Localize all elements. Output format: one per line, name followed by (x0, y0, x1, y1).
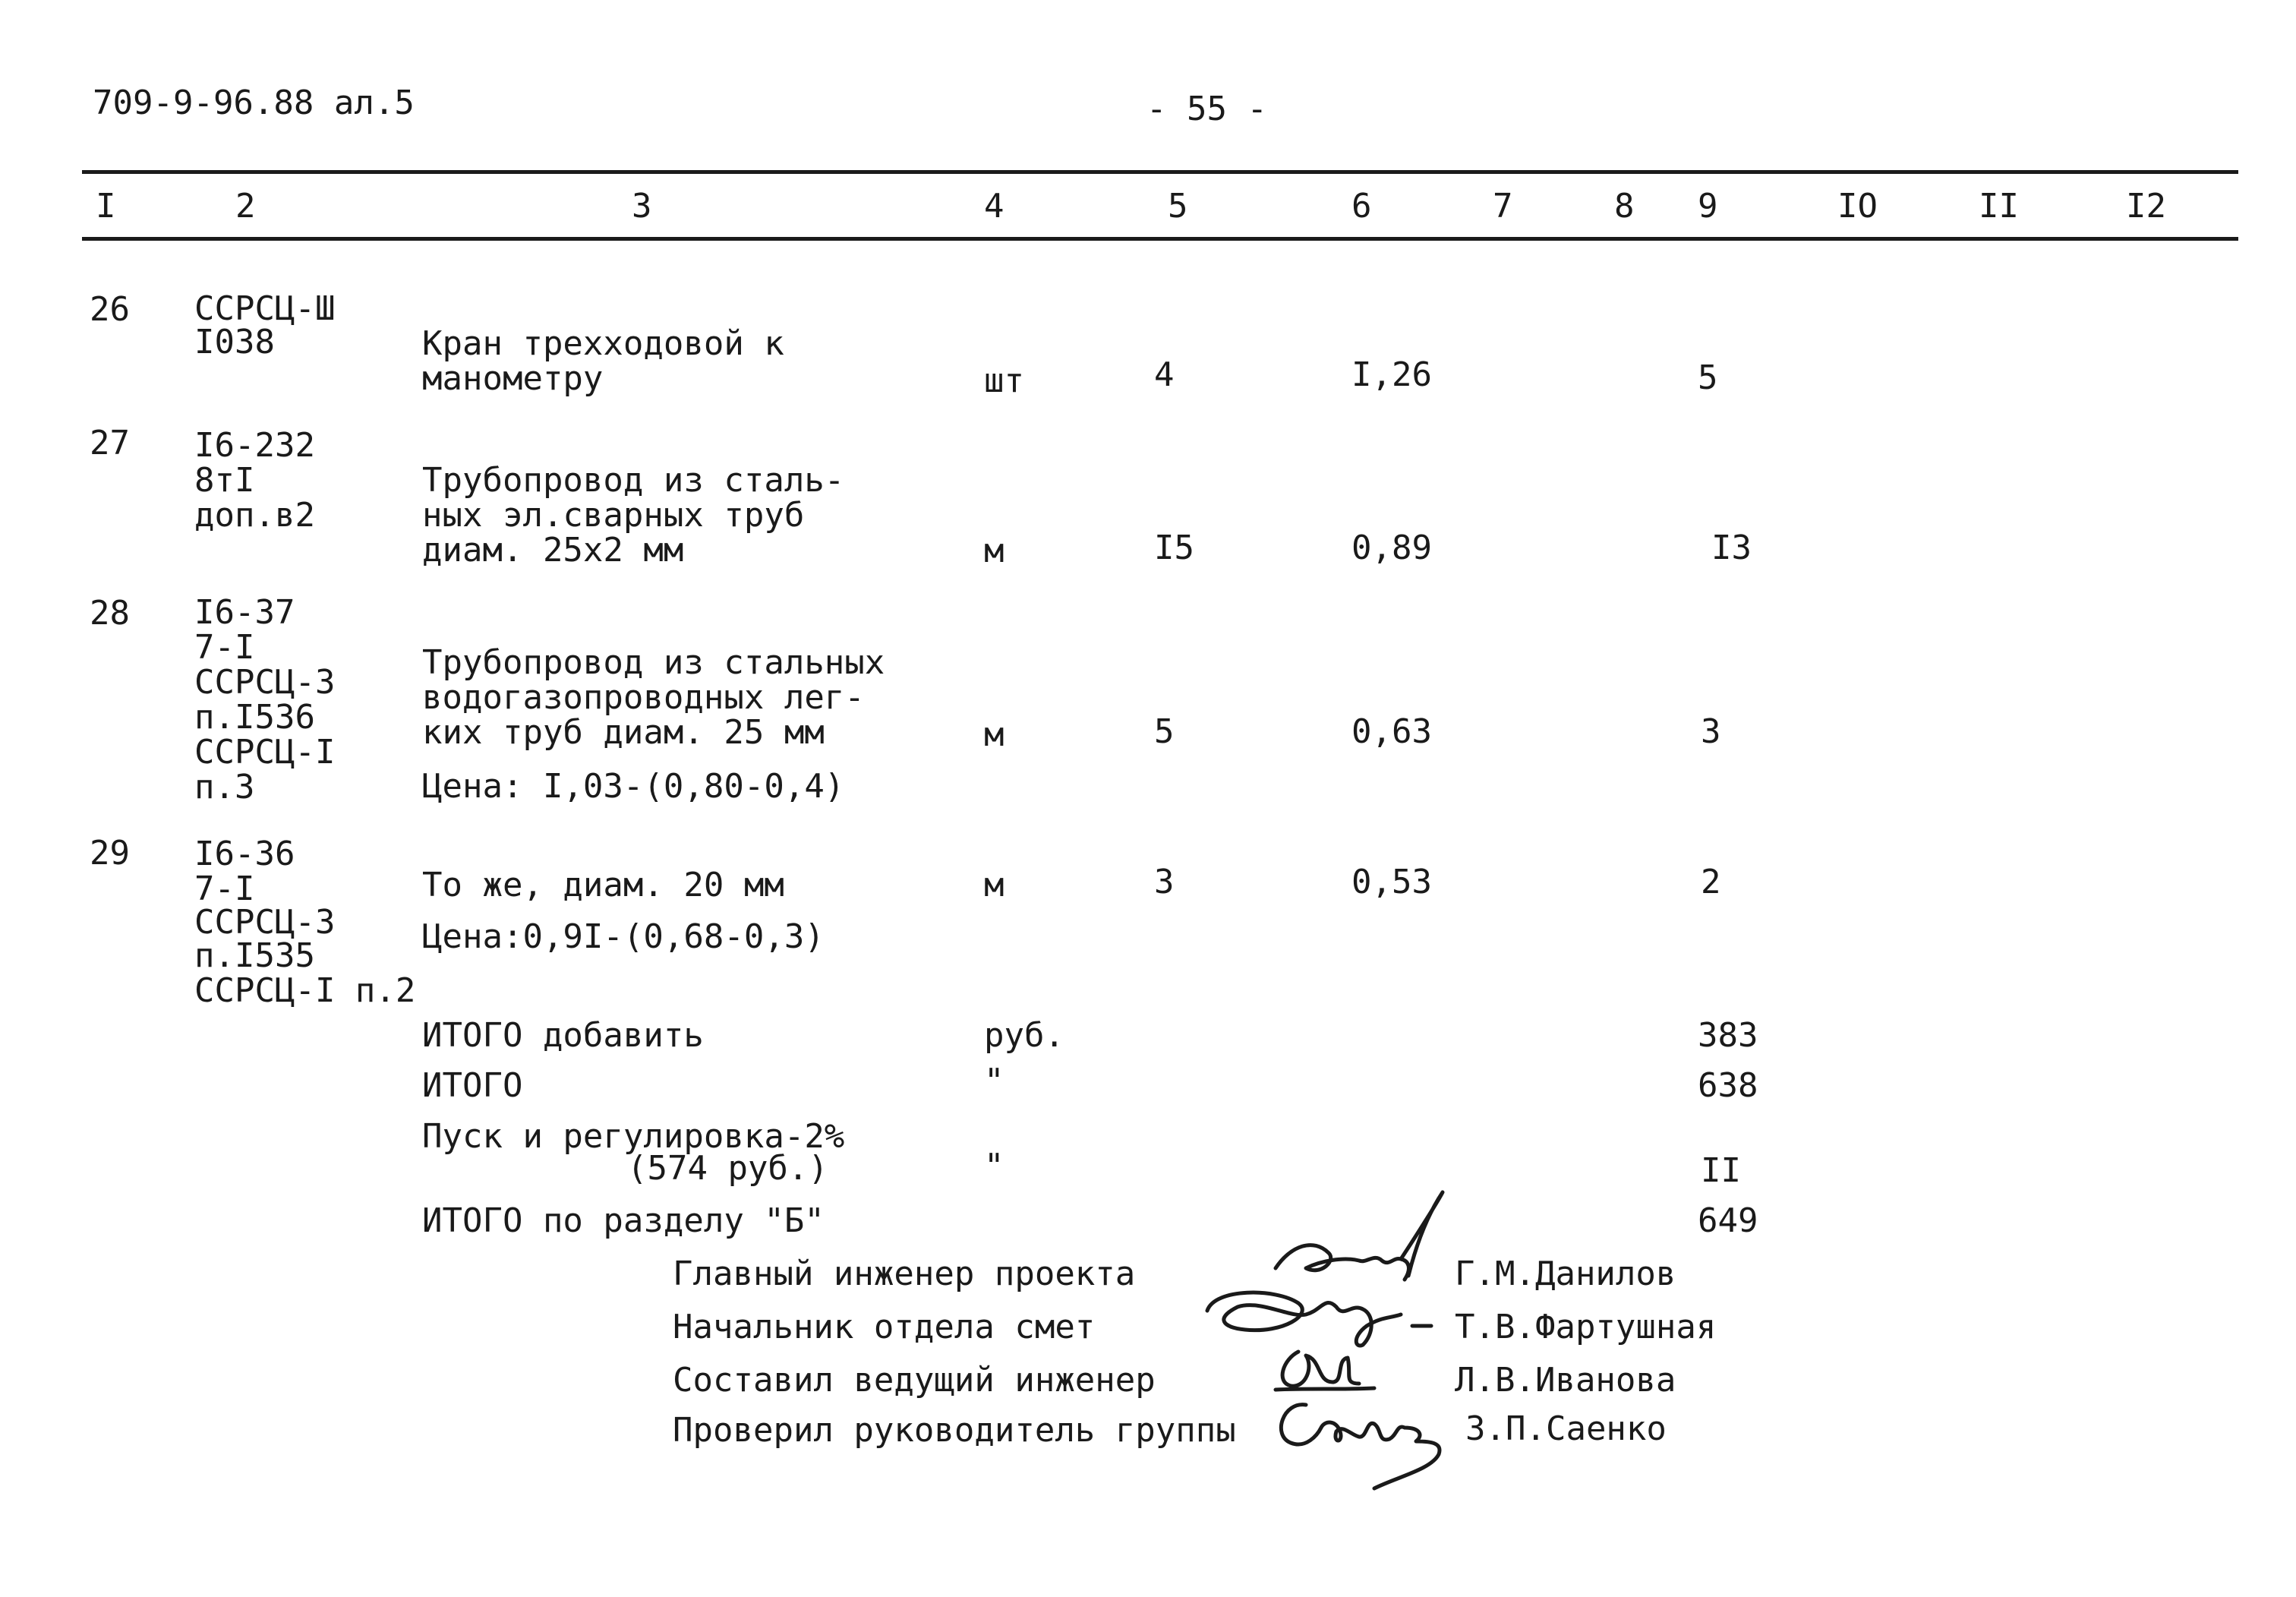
col-header-5: 5 (1168, 187, 1188, 226)
row-number: 29 (90, 834, 130, 873)
row-description-line: То же, диам. 20 мм (422, 866, 784, 904)
row-description-line: ных эл.сварных труб (422, 496, 805, 535)
row-code-line: I6-37 (194, 593, 295, 632)
signature-role: Главный инженер проекта (673, 1255, 1136, 1293)
signature-name: З.П.Саенко (1465, 1409, 1667, 1448)
row-code-line: 8тI (194, 461, 255, 500)
col-header-9: 9 (1698, 187, 1718, 226)
row-quantity: 5 (1154, 712, 1175, 751)
row-code-line: доп.в2 (194, 496, 315, 535)
row-description-line: Кран трехходовой к (422, 324, 784, 363)
total-label-sub: (574 руб.) (627, 1149, 828, 1188)
row-total: I3 (1711, 529, 1752, 567)
row-quantity: 4 (1154, 355, 1175, 394)
col-header-6: 6 (1351, 187, 1372, 226)
row-number: 28 (90, 594, 130, 633)
row-code-line: ССРСЦ-I п.2 (194, 971, 416, 1010)
row-number: 27 (90, 424, 130, 462)
total-unit: " (984, 1147, 1004, 1185)
row-code-line: I6-36 (194, 835, 295, 873)
row-unit-price: 0,63 (1351, 712, 1432, 751)
row-code-line: I6-232 (194, 426, 315, 465)
row-code-line: ССРСЦ-3 (194, 663, 336, 702)
row-price-note: Цена: I,03-(0,80-0,4) (422, 767, 845, 806)
row-code-line: п.I535 (194, 936, 315, 975)
total-label: ИТОГО по разделу "Б" (422, 1201, 825, 1240)
table-header-rule (82, 237, 2238, 241)
row-unit-price: I,26 (1351, 355, 1432, 394)
row-description-line: водогазопроводных лег- (422, 678, 865, 717)
row-description-line: диам. 25х2 мм (422, 531, 684, 570)
row-code-line: 7-I (194, 628, 255, 667)
row-number: 26 (90, 290, 130, 329)
col-header-1: I (96, 187, 116, 226)
row-price-note: Цена:0,9I-(0,68-0,3) (422, 917, 825, 956)
row-code-line: ССРСЦ-I (194, 733, 336, 772)
signature-name: Г.М.Данилов (1455, 1255, 1676, 1293)
row-code-line: I038 (194, 323, 275, 361)
row-unit: м (984, 866, 1004, 904)
col-header-11: II (1979, 187, 2019, 226)
row-total: 3 (1701, 712, 1721, 751)
signature-role: Составил ведущий инженер (673, 1361, 1156, 1400)
col-header-10: IO (1837, 187, 1878, 226)
row-unit: м (984, 715, 1004, 754)
col-header-12: I2 (2126, 187, 2166, 226)
row-description-line: Трубопровод из сталь- (422, 461, 845, 500)
total-value: 649 (1698, 1201, 1758, 1240)
signature-name: Т.В.Фартушная (1455, 1308, 1717, 1346)
row-quantity: I5 (1154, 529, 1194, 567)
signature-role: Начальник отдела смет (673, 1308, 1096, 1346)
row-code-line: ССРСЦ-Ш (194, 289, 336, 328)
col-header-2: 2 (235, 187, 256, 226)
col-header-8: 8 (1614, 187, 1635, 226)
total-label: ИТОГО (422, 1066, 523, 1105)
total-label: Пуск и регулировка-2% (422, 1117, 845, 1156)
row-unit: шт (984, 361, 1024, 400)
row-code-line: ССРСЦ-3 (194, 903, 336, 942)
col-header-7: 7 (1493, 187, 1513, 226)
row-code-line: п.3 (194, 768, 255, 806)
total-unit: " (984, 1062, 1004, 1100)
signature-name: Л.В.Иванова (1455, 1361, 1676, 1400)
total-value: 638 (1698, 1066, 1758, 1105)
row-description-line: ких труб диам. 25 мм (422, 713, 825, 752)
row-code-line: 7-I (194, 870, 255, 908)
document-code: 709-9-96.88 ал.5 (93, 84, 415, 122)
total-label: ИТОГО добавить (422, 1016, 704, 1055)
row-total: 2 (1701, 863, 1721, 901)
row-unit: м (984, 532, 1004, 570)
row-unit-price: 0,53 (1351, 863, 1432, 901)
row-description-line: Трубопровод из стальных (422, 643, 885, 682)
row-quantity: 3 (1154, 863, 1175, 901)
table-top-rule (82, 170, 2238, 174)
total-value: 383 (1698, 1016, 1758, 1055)
row-description-line: манометру (422, 359, 604, 398)
handwritten-signature (1260, 1382, 1458, 1504)
col-header-4: 4 (984, 187, 1004, 226)
col-header-3: 3 (632, 187, 652, 226)
total-value: II (1701, 1151, 1741, 1190)
row-total: 5 (1698, 358, 1718, 397)
page-number: - 55 - (1146, 90, 1267, 128)
row-unit-price: 0,89 (1351, 529, 1432, 567)
row-code-line: п.I536 (194, 698, 315, 737)
signature-role: Проверил руководитель группы (673, 1411, 1236, 1450)
total-unit: руб. (984, 1016, 1064, 1055)
